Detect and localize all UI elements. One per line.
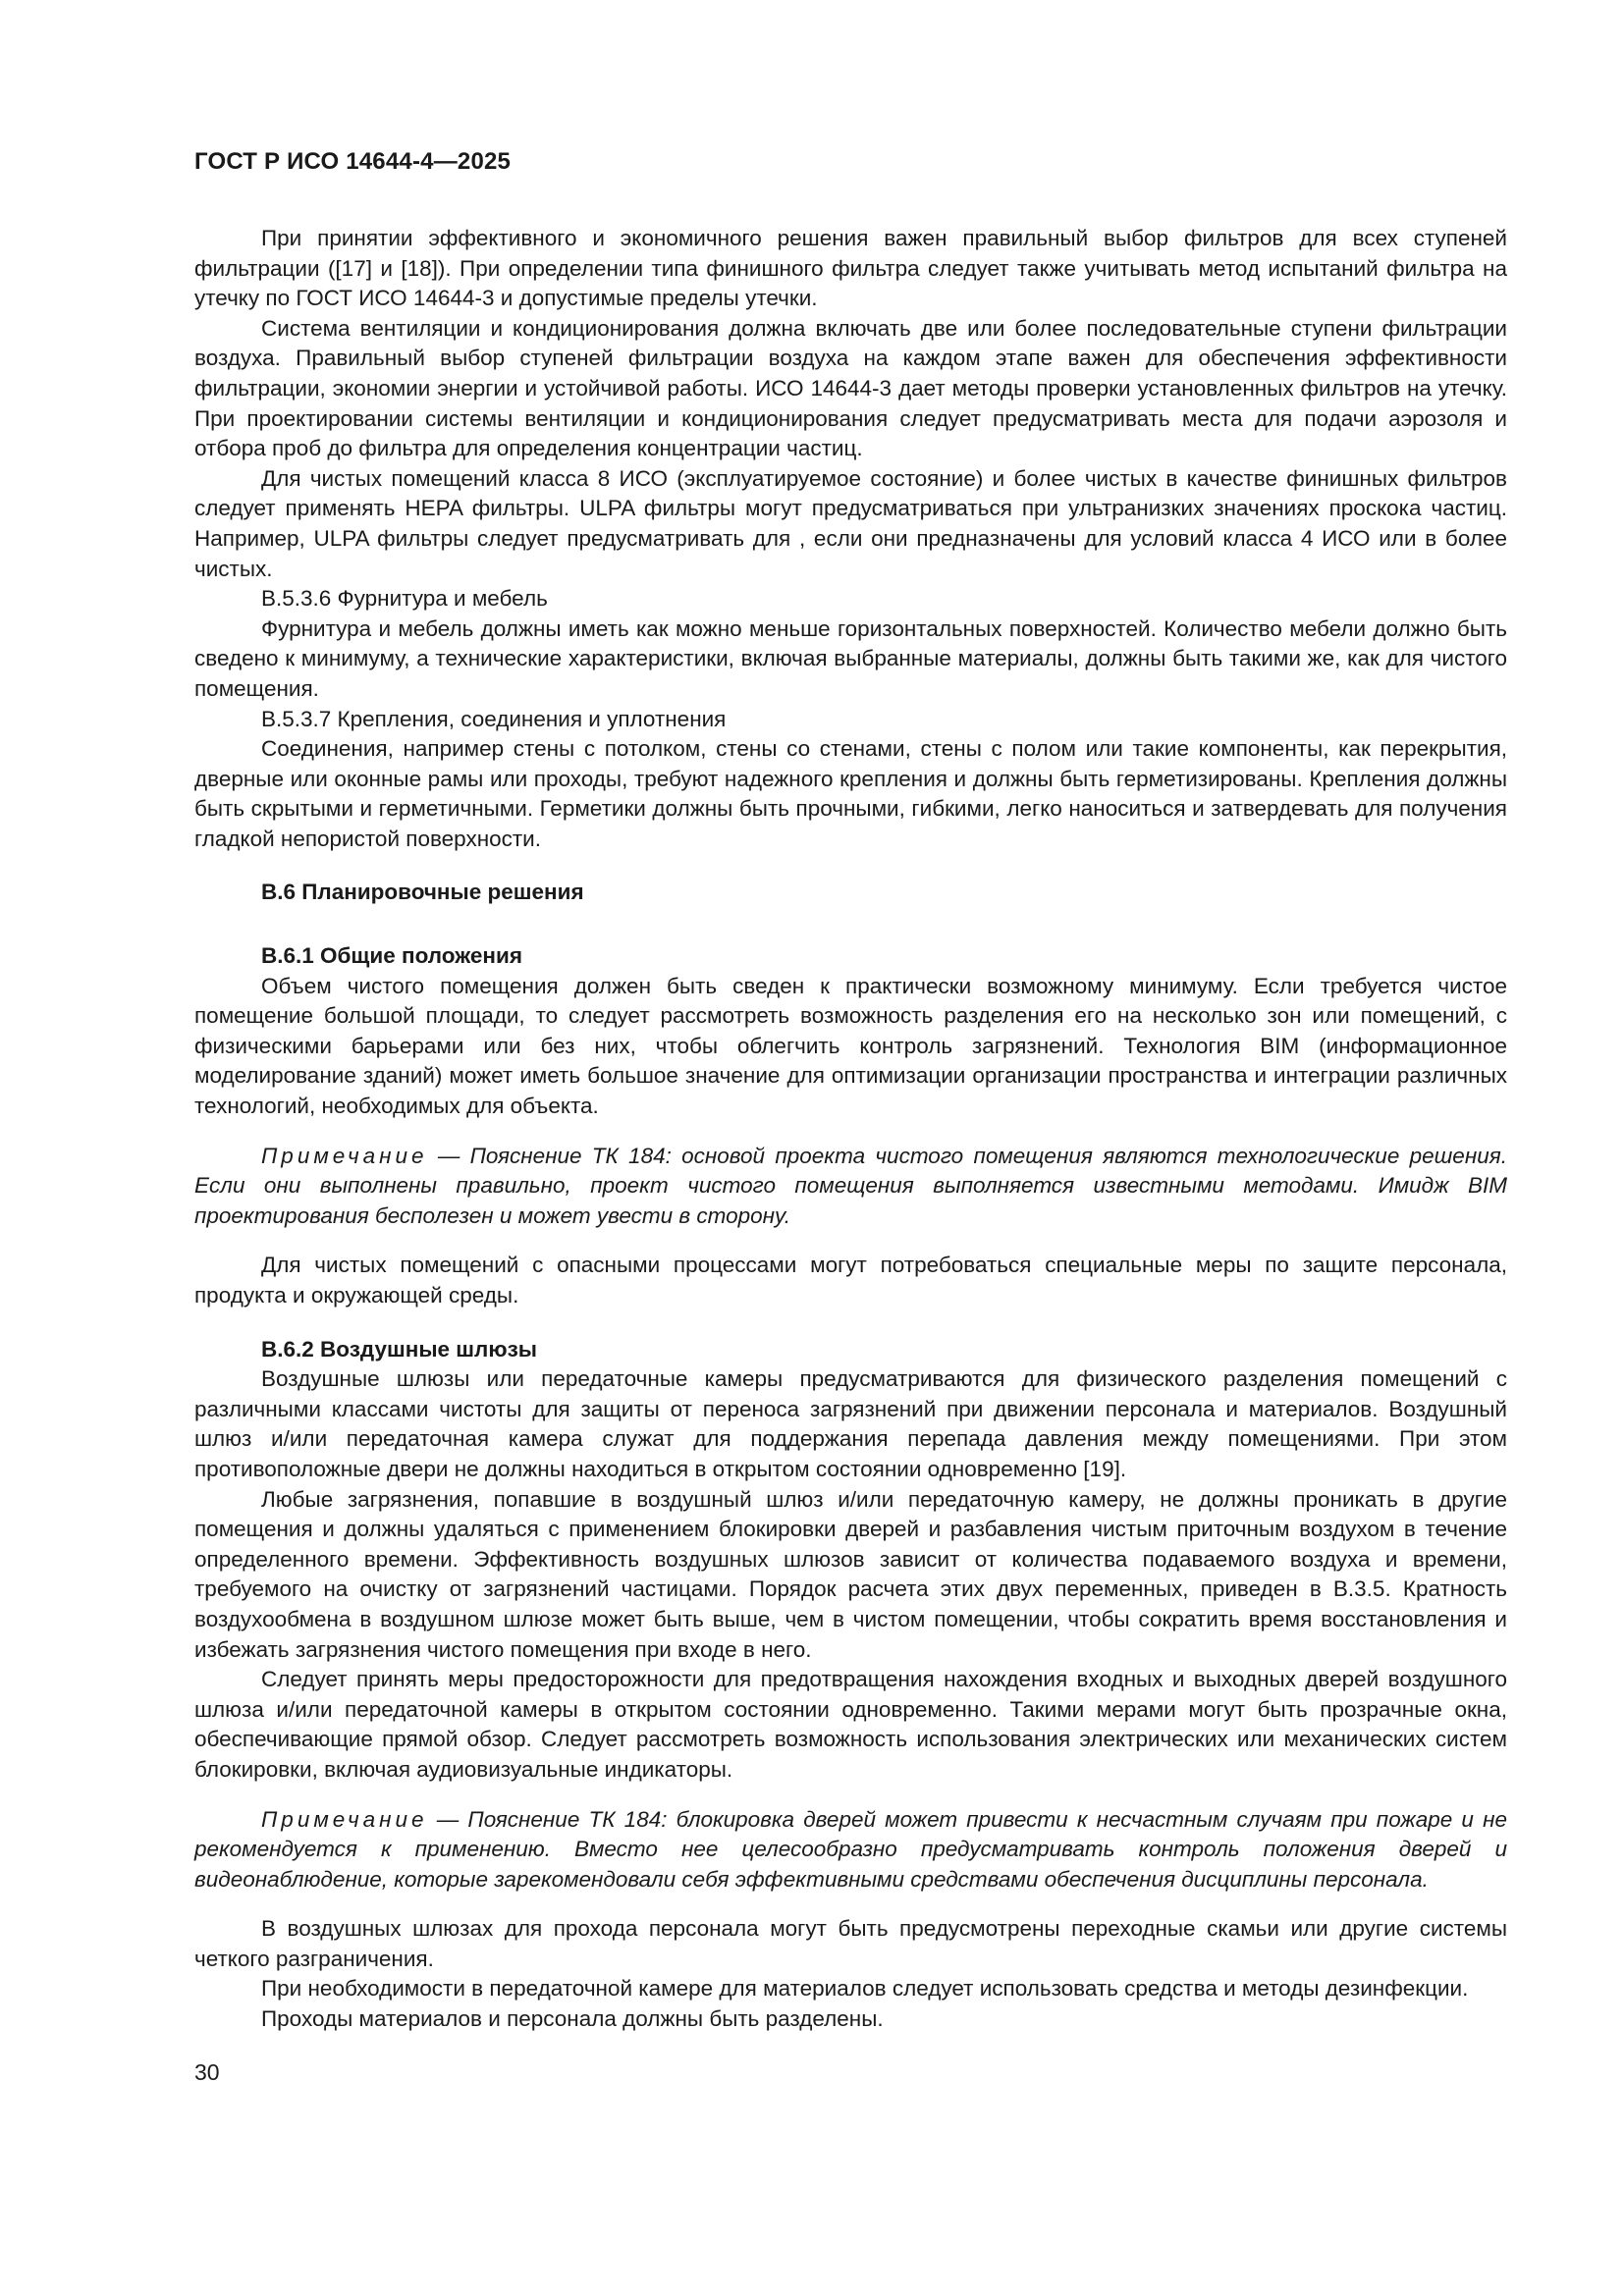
paragraph-filter-selection: При принятии эффективного и экономичного решения важен правильный выбор фильтров для всех ступеней фильтрации ([17] и [18]). При определении типа финишного фильтра следует также учитывать метод испытаний фильтра на утечку по ГОСТ ИСО 14644-3 и допустимые пределы утечки. (194, 226, 1507, 311)
note-label: Примечание (261, 1143, 428, 1168)
paragraph-hepa-ulpa: Для чистых помещений класса 8 ИСО (эксплуатируемое состояние) и более чистых в качестве финишных фильтров следует применять HEPA фильтры. ULPA фильтры могут предусматриваться при ультранизких значениях проскока частиц. Например, ULPA фильтры следует предусматривать для , если они предназначены для условий класса 4 ИСО или в более чистых. (194, 465, 1507, 581)
note-label: Примечание (261, 1806, 428, 1832)
clause-heading-furniture: В.5.3.6 Фурнитура и мебель (261, 586, 548, 612)
section-heading-layout: В.6 Планировочные решения (261, 880, 584, 905)
section-heading-general: В.6.1 Общие положения (261, 943, 522, 969)
paragraph-disinfection: При необходимости в передаточной камере для материалов следует использовать средства и методы дезинфекции. (261, 1976, 1469, 2002)
note-interlock (194, 1805, 1507, 1896)
paragraph-joints: Соединения, например стены с потолком, стены со стенами, стены с полом или такие компоненты, как перекрытия, дверные или оконные рамы или проходы, требуют надежного крепления и должны быть герметизированы. Крепления должны быть скрытыми и герметичными. Герметики должны быть прочными, гибкими, легко наноситься и затвердевать для получения гладкой непористой поверхности. (194, 736, 1507, 851)
document-body (194, 224, 1507, 2035)
paragraph-changeover-benches: В воздушных шлюзах для прохода персонала могут быть предусмотрены переходные скамьи или другие системы четкого разграничения. (194, 1916, 1507, 1971)
note-text: — Пояснение ТК 184: основой проекта чистого помещения являются технологические решения. Если они выполнены правильно, проект чистого помещения выполняется известными методами. Имидж BIM проектирования бесполезен и может увести в сторону. (194, 1143, 1507, 1228)
paragraph-cleanroom-volume: Объем чистого помещения должен быть сведен к практически возможному минимуму. Если требуется чистое помещение большой площади, то следует рассмотреть возможность разделения его на несколько зон или помещений, с физическими барьерами или без них, чтобы облегчить контроль загрязнений. Технология BIM (информационное моделирование зданий) может иметь большое значение для оптимизации организации пространства и интеграции различных технологий, необходимых для объекта. (194, 973, 1507, 1119)
paragraph-separated-passages: Проходы материалов и персонала должны быть разделены. (261, 2006, 884, 2032)
page-number: 30 (194, 2059, 220, 2085)
paragraph-hazardous-processes: Для чистых помещений с опасными процессами могут потребоваться специальные меры по защите персонала, продукта и окружающей среды. (194, 1253, 1507, 1308)
document-header-title: ГОСТ Р ИСО 14644-4—2025 (194, 148, 512, 175)
paragraph-furniture: Фурнитура и мебель должны иметь как можно меньше горизонтальных поверхностей. Количество мебели должно быть сведено к минимуму, а технические характеристики, включая выбранные материалы, должны быть такими же, как для чистого помещения. (194, 615, 1507, 701)
paragraph-filtration-stages: Система вентиляции и кондиционирования должна включать две или более последовательные ступени фильтрации воздуха. Правильный выбор ступеней фильтрации воздуха на каждом этапе важен для обеспечения эффективности фильтрации, экономии энергии и устойчивой работы. ИСО 14644-3 дает методы проверки установленных фильтров на утечку. При проектировании системы вентиляции и кондиционирования следует предусматривать места для подачи аэрозоля и отбора проб до фильтра для определения концентрации частиц. (194, 315, 1507, 461)
section-heading-airlocks: В.6.2 Воздушные шлюзы (261, 1336, 537, 1362)
paragraph-airlock-precautions: Следует принять меры предосторожности для предотвращения нахождения входных и выходных дверей воздушного шлюза и/или передаточной камеры в открытом состоянии одновременно. Такими мерами могут быть прозрачные окна, обеспечивающие прямой обзор. Следует рассмотреть возможность использования электрических или механических систем блокировки, включая аудиовизуальные индикаторы. (194, 1667, 1507, 1782)
note-bim (194, 1142, 1507, 1232)
paragraph-airlocks-purpose: Воздушные шлюзы или передаточные камеры предусматриваются для физического разделения помещений с различными классами чистоты для защиты от переноса загрязнений при движении персонала и материалов. Воздушный шлюз и/или передаточная камера служат для поддержания перепада давления между помещениями. При этом противоположные двери не должны находиться в открытом состоянии одновременно [19]. (194, 1366, 1507, 1481)
paragraph-airlock-contamination: Любые загрязнения, попавшие в воздушный шлюз и/или передаточную камеру, не должны проникать в другие помещения и должны удаляться с применением блокировки дверей и разбавления чистым приточным воздухом в течение определенного времени. Эффективность воздушных шлюзов зависит от количества подаваемого воздуха и времени, требуемого на очистку от загрязнений частицами. Порядок расчета этих двух переменных, приведен в В.3.5. Кратность воздухообмена в воздушном шлюзе может быть выше, чем в чистом помещении, чтобы сократить время восстановления и избежать загрязнения чистого помещения при входе в него. (194, 1486, 1507, 1662)
clause-heading-joints: В.5.3.7 Крепления, соединения и уплотнения (261, 706, 727, 731)
note-text: — Пояснение ТК 184: блокировка дверей может привести к несчастным случаям при пожаре и не рекомендуется к применению. Вместо нее целесообразно предусматривать контроль положения дверей и видеонаблюдение, которые зарекомендовали себя эффективными средствами обеспечения дисциплины персонала. (194, 1806, 1507, 1892)
